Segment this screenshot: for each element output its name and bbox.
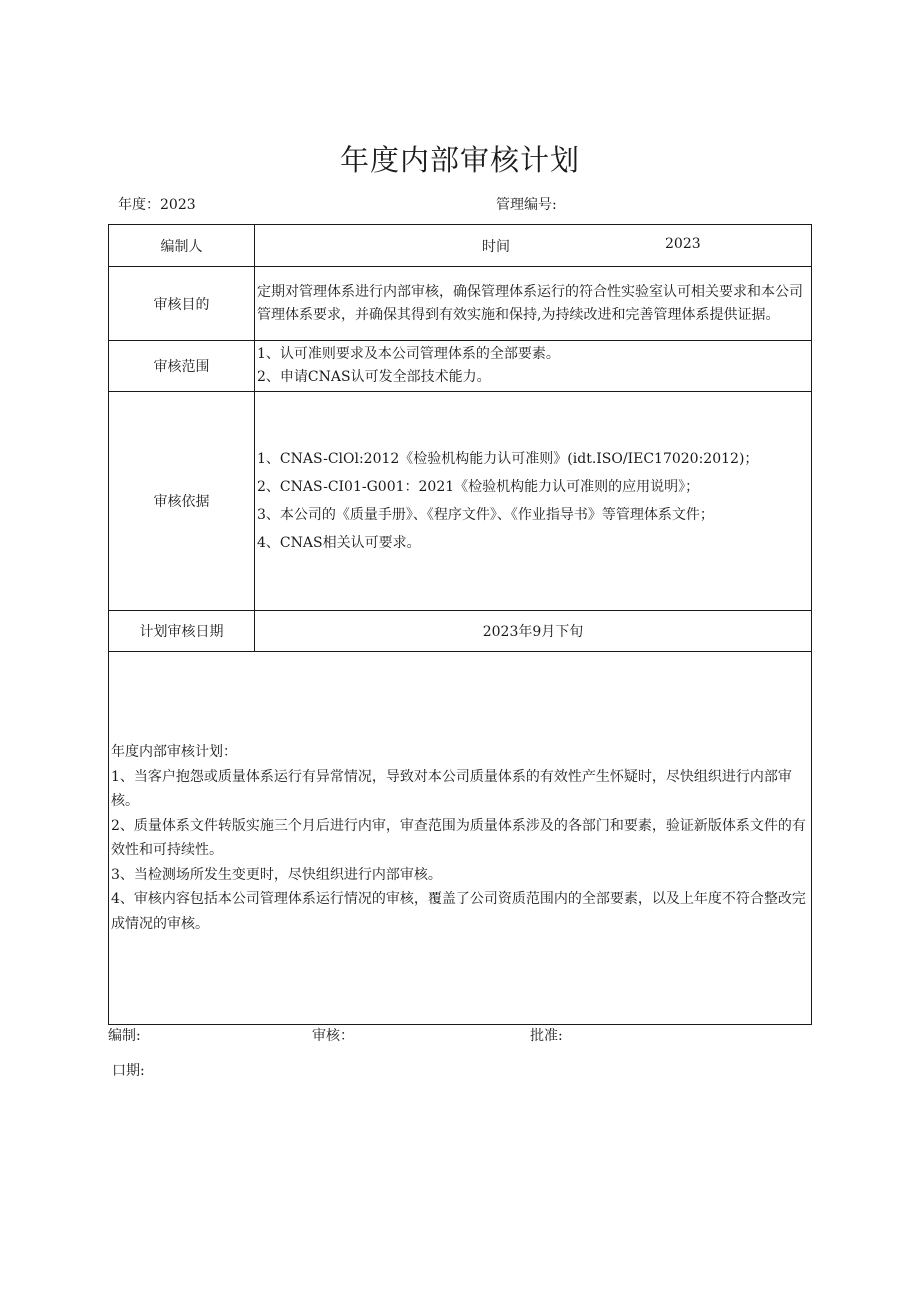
planned-date-value: 2023年9月下旬 <box>255 611 812 652</box>
editor-time-cell <box>255 225 812 267</box>
basis-item: 4、CNAS相关认可要求。 <box>257 535 421 551</box>
footer-reviewer: 审核： <box>312 1028 354 1044</box>
plan-item: 2、质量体系文件转版实施三个月后进行内审，审查范围为质量体系涉及的各部门和要素，验证新版体系文件的有效性和可持续性。 <box>111 817 806 858</box>
basis-cell <box>255 392 812 611</box>
annual-plan-cell <box>109 652 812 1025</box>
time-label: 时间 <box>482 239 510 255</box>
scope-label: 审核范围 <box>109 341 255 392</box>
basis-item: 1、CNAS-ClOl:2012《检验机构能力认可准则》(idt.ISO/IEC17020:2012)； <box>257 451 759 467</box>
plan-item: 4、审核内容包括本公司管理体系运行情况的审核，覆盖了公司资质范围内的全部要素，以及上年度不符合整改完成情况的审核。 <box>111 891 806 932</box>
purpose-cell <box>255 267 812 341</box>
footer-editor: 编制: <box>108 1028 141 1044</box>
footer-approver: 批准: <box>530 1028 563 1044</box>
planned-date-label: 计划审核日期 <box>109 611 255 652</box>
management-code-line: 管理编号: <box>496 197 557 213</box>
basis-item: 3、本公司的《质量手册》、《程序文件》、《作业指导书》等管理体系文件； <box>257 507 714 523</box>
purpose-label: 审核目的 <box>109 267 255 341</box>
editor-row <box>109 225 812 267</box>
scope-item: 1、认可准则要求及本公司管理体系的全部要素。 <box>257 346 560 362</box>
year-line: 年度：2023 <box>118 197 196 213</box>
plan-item: 1、当客户抱怨或质量体系运行有异常情况，导致对本公司质量体系的有效性产生怀疑时，尽快组织进行内部审核。 <box>111 768 792 809</box>
basis-item: 2、CNAS-CI01-G001：2021《检验机构能力认可准则的应用说明》； <box>257 479 700 495</box>
basis-row <box>109 392 812 611</box>
scope-item: 2、申请CNAS认可发全部技术能力。 <box>257 369 491 385</box>
planned-date-row <box>109 611 812 652</box>
document-title: 年度内部审核计划 <box>339 143 580 177</box>
basis-label: 审核依据 <box>109 392 255 611</box>
audit-plan-table <box>108 224 812 1025</box>
scope-row <box>109 341 812 392</box>
plan-item: 3、当检测场所发生变更时，尽快组织进行内部审核。 <box>111 866 442 883</box>
purpose-text: 定期对管理体系进行内部审核，确保管理体系运行的符合性实验室认可相关要求和本公司管理体系要求，并确保其得到有效实施和保持,为持续改进和完善管理体系提供证据。 <box>257 283 803 323</box>
footer-date: 口期: <box>112 1063 145 1079</box>
purpose-row <box>109 267 812 341</box>
editor-label: 编制人 <box>109 225 255 267</box>
plan-heading: 年度内部审核计划： <box>111 744 237 760</box>
annual-plan-row <box>109 652 812 1025</box>
scope-cell <box>255 341 812 392</box>
time-value: 2023 <box>665 236 701 252</box>
